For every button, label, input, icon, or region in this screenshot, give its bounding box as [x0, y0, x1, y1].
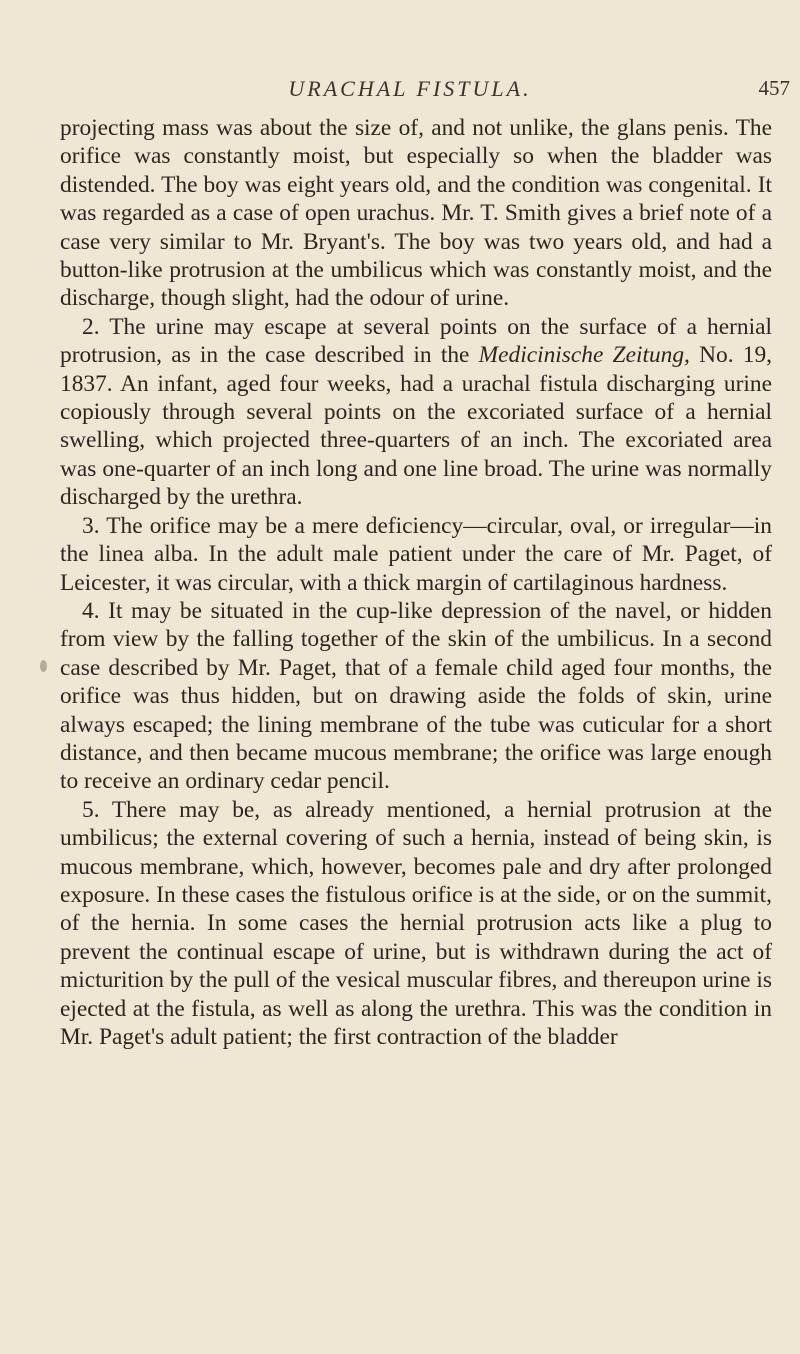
running-title: URACHAL FISTULA.: [288, 76, 532, 101]
text-segment: projecting mass was about the size of, and not unlike, the glans penis. The orifice was constantly moist, but especially so when the bladder was distended. The boy was eight years old, and the condition was congenital. It was regarded as a case of open urachus. Mr. T. Smith gives a brief note of a case very similar to Mr. Bryant's. The boy was two years old, and had a button-like protrusion at the umbilicus which was constantly moist, and the discharge, though slight, had the odour of urine.: [60, 115, 772, 312]
journal-title: Medicinische Zeitung,: [478, 342, 690, 369]
text-segment: 2. The urine may escape at several points on the surface of a hernial protrusion, as in the case described in the: [60, 313, 772, 369]
text-segment: 5. There may be, as already mentioned, a hernial protrusion at the umbilicus; the external covering of such a hernia, instead of being skin, is mucous membrane, which, however, becomes pale and dry after prolonged exposure. In these cases the fistulous orifice is at the side, or on the summit, of the hernia. In some cases the hernial protrusion acts like a plug to prevent the continual escape of urine, but is withdrawn during the act of micturition by the pull of the vesical muscular fibres, and thereupon urine is ejected at the fistula, as well as along the urethra. This was the condition in Mr. Paget's adult patient; the first contraction of the bladder: [60, 796, 772, 1050]
paragraph-item-3: [60, 512, 772, 597]
margin-mark: [40, 660, 47, 672]
text-segment: 4. It may be situated in the cup-like depression of the navel, or hidden from view by the falling together of the skin of the umbilicus. In a second case described by Mr. Paget, that of a female child aged four months, the orifice was thus hidden, but on drawing aside the folds of skin, urine always escaped; the lining membrane of the tube was cuticular for a short distance, and then became mucous membrane; the orifice was large enough to receive an ordinary cedar pencil.: [60, 597, 772, 795]
text-segment: 3. The orifice may be a mere deficiency—circular, oval, or irregular—in the linea alba. In the adult male patient under the care of Mr. Paget, of Leicester, it was circular, with a thick margin of cartilaginous hardness.: [60, 512, 772, 596]
paragraph-item-4: [60, 597, 772, 796]
page-number: 457: [758, 76, 790, 100]
paragraph-item-5: [60, 796, 772, 1052]
body-text: [60, 114, 772, 1051]
text-segment: No. 19, 1837. An infant, aged four weeks, had a urachal fistula discharging urine copiously through several points on the excoriated surface of a hernial swelling, which projected three-quarters of an inch. The excoriated area was one-quarter of an inch long and one line broad. The urine was normally discharged by the urethra.: [60, 342, 772, 511]
running-head: [60, 76, 790, 108]
paragraph-continuation: [60, 114, 772, 313]
paragraph-item-2: [60, 313, 772, 512]
